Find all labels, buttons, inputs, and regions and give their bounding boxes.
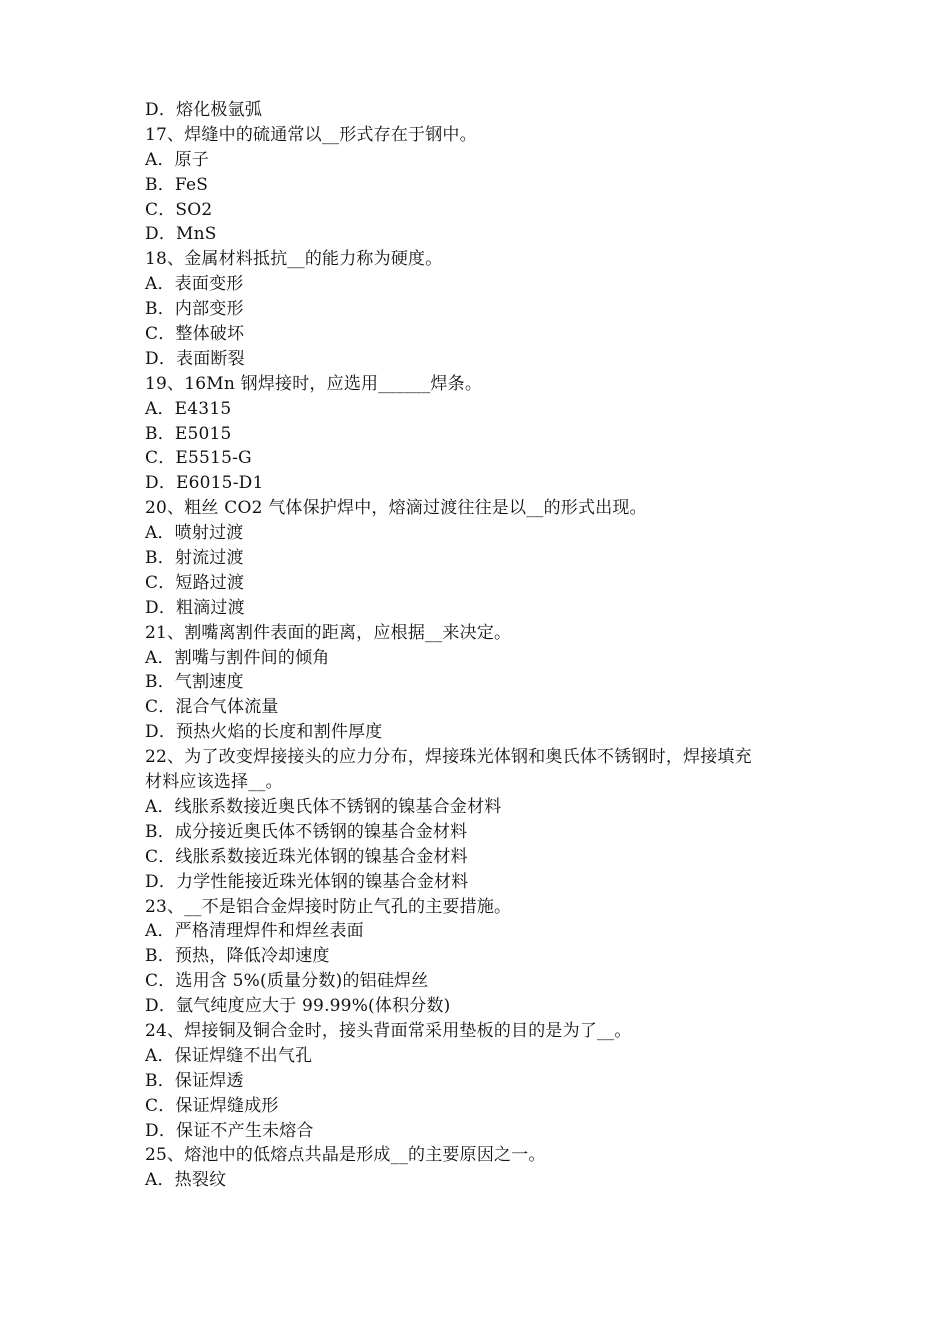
option-line: A．热裂纹 — [145, 1170, 227, 1191]
question-18: 18、金属材料抵抗__的能力称为硬度。 — [145, 249, 443, 270]
option-line: A．严格清理焊件和焊丝表面 — [145, 921, 364, 942]
option-line: A．原子 — [145, 149, 210, 170]
question-23: 23、__不是铝合金焊接时防止气孔的主要措施。 — [145, 896, 512, 917]
question-24: 24、焊接铜及铜合金时，接头背面常采用垫板的目的是为了__。 — [145, 1020, 632, 1041]
option-line: C．选用含 5%(质量分数)的铝硅焊丝 — [145, 971, 429, 992]
option-line: D．熔化极氩弧 — [145, 100, 263, 120]
option-line: D．表面断裂 — [145, 348, 245, 369]
option-line: A．割嘴与割件间的倾角 — [145, 647, 330, 668]
option-line: C．E5515-G — [145, 448, 252, 469]
question-25: 25、熔池中的低熔点共晶是形成__的主要原因之一。 — [145, 1145, 546, 1166]
option-line: C．混合气体流量 — [145, 697, 279, 718]
option-line: A．表面变形 — [145, 274, 244, 295]
option-line: D．氩气纯度应大于 99.99%(体积分数) — [145, 996, 451, 1017]
question-22-continued: 材料应该选择__。 — [145, 772, 283, 793]
option-line: C．线胀系数接近珠光体钢的镍基合金材料 — [145, 846, 468, 867]
option-line: D．粗滴过渡 — [145, 597, 245, 618]
option-line: A．线胀系数接近奥氏体不锈钢的镍基合金材料 — [145, 796, 502, 817]
option-line: D．E6015-D1 — [145, 473, 264, 494]
option-line: D．保证不产生未熔合 — [145, 1120, 314, 1141]
option-line: B．保证焊透 — [145, 1070, 244, 1091]
option-line: A．保证焊缝不出气孔 — [145, 1045, 313, 1066]
question-19: 19、16Mn 钢焊接时，应选用______焊条。 — [145, 373, 483, 394]
option-line: B．内部变形 — [145, 299, 244, 320]
option-line: D．预热火焰的长度和割件厚度 — [145, 722, 383, 743]
question-17: 17、焊缝中的硫通常以__形式存在于钢中。 — [145, 124, 477, 145]
option-line: C．保证焊缝成形 — [145, 1095, 279, 1116]
option-line: A．喷射过渡 — [145, 523, 244, 544]
option-line: B．成分接近奥氏体不锈钢的镍基合金材料 — [145, 821, 468, 842]
option-line: B．E5015 — [145, 423, 232, 444]
question-21: 21、割嘴离割件表面的距离，应根据__来决定。 — [145, 622, 512, 643]
option-line: B．射流过渡 — [145, 548, 244, 569]
document-body — [145, 98, 815, 1193]
question-22: 22、为了改变焊接接头的应力分布，焊接珠光体钢和奥氏体不锈钢时，焊接填充 — [145, 747, 752, 768]
option-line: C．SO2 — [145, 199, 213, 220]
option-line: B．FeS — [145, 174, 209, 195]
option-line: D．MnS — [145, 224, 217, 245]
option-line: C．整体破坏 — [145, 324, 245, 345]
option-line: A．E4315 — [145, 398, 232, 419]
option-line: C．短路过渡 — [145, 572, 245, 593]
question-20: 20、粗丝 CO2 气体保护焊中，熔滴过渡往往是以__的形式出现。 — [145, 498, 647, 519]
option-line: D．力学性能接近珠光体钢的镍基合金材料 — [145, 871, 469, 892]
option-line: B．气割速度 — [145, 672, 244, 693]
option-line: B．预热，降低冷却速度 — [145, 946, 330, 967]
